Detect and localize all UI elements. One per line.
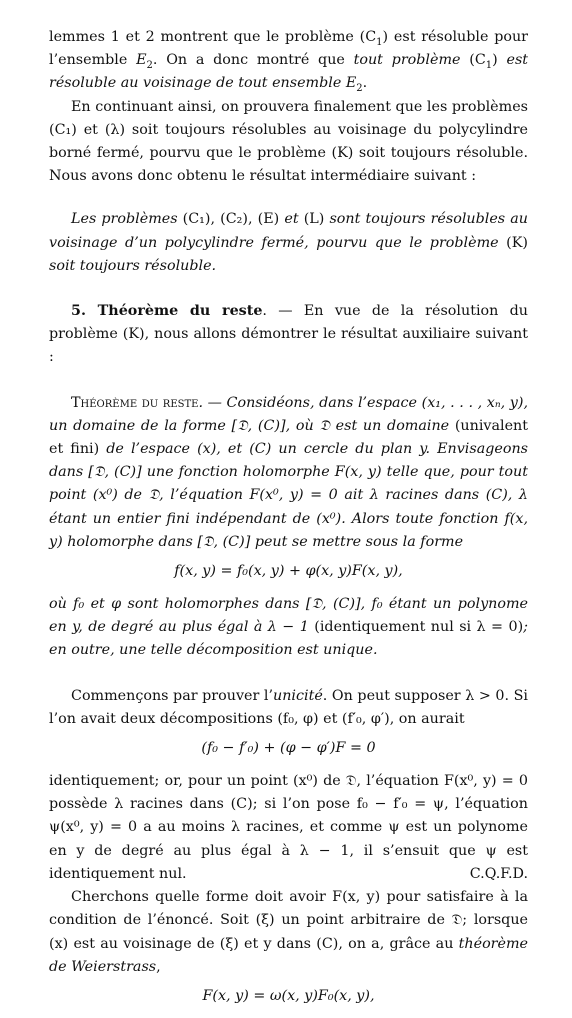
page-body [49, 26, 528, 1018]
theorem-label: Théorème du reste [71, 394, 199, 411]
paragraph-1: lemmes 1 et 2 montrent que le problème $(C_1)$ est résoluble pour l’ensemble $E_2$. On a donc montré que tout problème $(C_1)$ est résoluble au voisinage de tout ensemble $E_2$. [49, 29, 529, 95]
weierstrass-formula: F(x, y) = ω(x, y)F₀(x, y), [202, 987, 375, 1004]
intermediate-result: Les problèmes (C₁), (C₂), (E) et (L) sont toujours résolubles au voisinage d’un polycylindre fermé, pourvu que le problème (K) soit toujours résoluble. [49, 211, 528, 274]
proof-conclusion: identiquement; or, pour un point (x⁰) de 𝔇, l’équation F(x⁰, y) = 0 possède λ racines dans (C); si l’on pose f₀ − f′₀ = ψ, l’équation ψ(x⁰, y) = 0 a au moins λ racines, et comme ψ est un polynome en y de degré au plus égal à λ − 1, il s’ensuit que ψ est identiquement nul. C.Q.F.D. [49, 770, 528, 886]
theorem-statement: Théorème du reste. — Considéons, dans l’espace (x₁, . . . , xₙ, y), un domaine de la forme [𝔇, (C)], où 𝔇 est un domaine (univalent et fini) de l’espace (x), et (C) un cercle du plan y. Envisageons dans [𝔇, (C)] une fonction holomorphe F(x, y) telle que, pour tout point (x⁰) de 𝔇, l’équation F(x⁰, y) = 0 ait λ racines dans (C), λ étant un entier fini indépendant de (x⁰). Alors toute fonction f(x, y) holomorphe dans [𝔇, (C)] peut se mettre sous la forme [49, 394, 528, 550]
theorem-continuation: où f₀ et φ sont holomorphes dans [𝔇, (C)], f₀ étant un polynome en y, de degré au plus égal à λ − 1 (identiquement nul si λ = 0); en outre, une telle décomposition est unique. [49, 596, 528, 659]
section-5: 5. Théorème du reste. — En vue de la résolution du problème (K), nous allons démontrer le résultat auxiliaire suivant : [49, 303, 528, 366]
theorem-formula: f(x, y) = f₀(x, y) + φ(x, y)F(x, y), [174, 563, 403, 580]
paragraph-weierstrass: Cherchons quelle forme doit avoir F(x, y) pour satisfaire à la condition de l’énoncé. Soit (ξ) un point arbitraire de 𝔇; lorsque (x) est au voisinage de (ξ) et y dans (C), on a, grâce au théorème de Weierstrass, [49, 889, 528, 975]
qed-mark: C.Q.F.D. [469, 865, 528, 882]
proof-formula: (f₀ − f′₀) + (φ − φ′)F = 0 [201, 740, 376, 757]
section-heading: 5. Théorème du reste [71, 303, 263, 320]
proof-paragraph: Commençons par prouver l’unicité. On peut supposer λ > 0. Si l’on avait deux décompositions (f₀, φ) et (f′₀, φ′), on aurait [49, 687, 528, 727]
paragraph-2: En continuant ainsi, on prouvera finalement que les problèmes (C₁) et (λ) soit toujours résolubles au voisinage du polycylindre borné fermé, pourvu que le problème (K) soit toujours résoluble. Nous avons donc obtenu le résultat intermédiaire suivant : [49, 98, 528, 185]
